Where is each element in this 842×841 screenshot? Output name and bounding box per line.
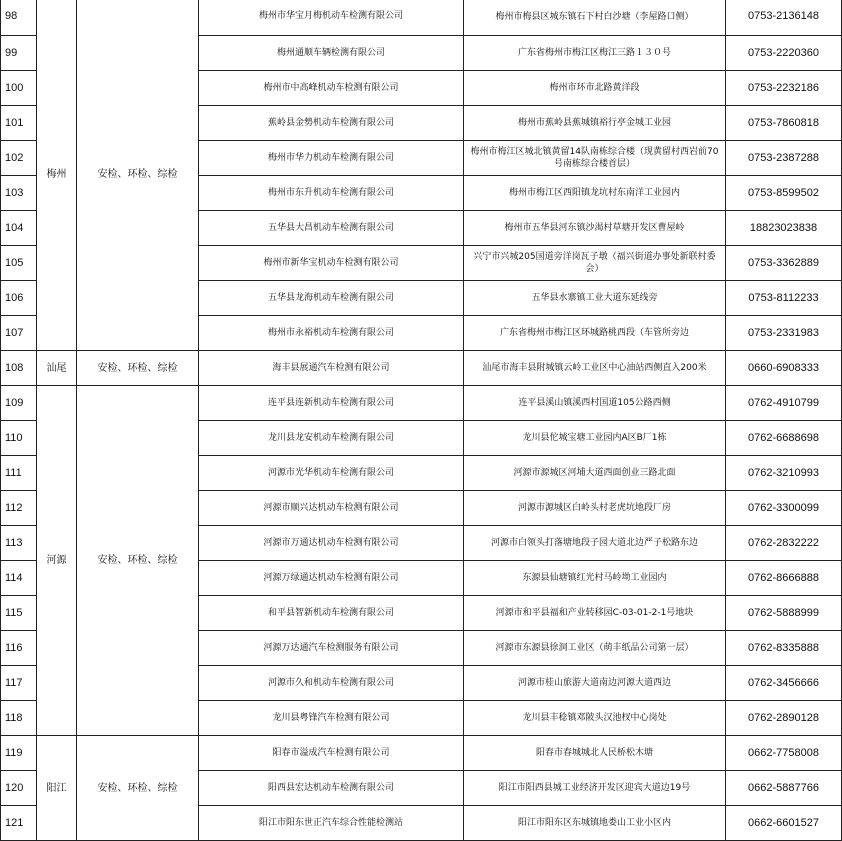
table-row bbox=[1, 736, 842, 771]
address-cell: 东源县仙塘镇红光村马岭坳工业园内 bbox=[464, 561, 726, 596]
phone-cell: 0753-3362889 bbox=[726, 246, 842, 281]
company-name-cell: 梅州市中高峰机动车检测有限公司 bbox=[199, 71, 464, 106]
row-number: 108 bbox=[1, 351, 37, 386]
row-number: 100 bbox=[1, 71, 37, 106]
company-name-cell: 梅州市华宝月梅机动车检测有限公司 bbox=[199, 0, 464, 36]
row-number: 111 bbox=[1, 456, 37, 491]
company-name-cell: 河源市光华机动车检测有限公司 bbox=[199, 456, 464, 491]
company-name-cell: 梅州市华力机动车检测有限公司 bbox=[199, 141, 464, 176]
row-number: 110 bbox=[1, 421, 37, 456]
phone-cell: 0753-2232186 bbox=[726, 71, 842, 106]
row-number: 107 bbox=[1, 316, 37, 351]
row-number: 115 bbox=[1, 596, 37, 631]
address-cell: 梅州市五华县河东镇沙渴村草塘开发区曹屋岭 bbox=[464, 211, 726, 246]
address-cell: 五华县水寨镇工业大道东延线旁 bbox=[464, 281, 726, 316]
phone-cell: 0753-8112233 bbox=[726, 281, 842, 316]
address-cell: 梅州市梅江区西阳镇龙坑村东南洋工业园内 bbox=[464, 176, 726, 211]
company-name-cell: 龙川县龙安机动车检测有限公司 bbox=[199, 421, 464, 456]
table-row bbox=[1, 386, 842, 421]
company-name-cell: 河源万达通汽车检测服务有限公司 bbox=[199, 631, 464, 666]
address-cell: 龙川县佗城宝塘工业园内A区B厂1栋 bbox=[464, 421, 726, 456]
phone-cell: 0762-3210993 bbox=[726, 456, 842, 491]
company-name-cell: 河源万绿通达机动车检测有限公司 bbox=[199, 561, 464, 596]
company-name-cell: 河源市顺兴达机动车检测有限公司 bbox=[199, 491, 464, 526]
company-name-cell: 梅州市新华宝机动车检测有限公司 bbox=[199, 246, 464, 281]
phone-cell: 0753-7860818 bbox=[726, 106, 842, 141]
company-name-cell: 五华县大昌机动车检测有限公司 bbox=[199, 211, 464, 246]
address-cell: 兴宁市兴城205国道旁洋岗瓦子墩（福兴街道办事处新联村委会） bbox=[464, 246, 726, 281]
address-cell: 阳江市阳西县城工业经济开发区迎宾大道边19号 bbox=[464, 771, 726, 806]
phone-cell: 0762-6688698 bbox=[726, 421, 842, 456]
city-cell: 河源 bbox=[37, 386, 77, 736]
address-cell: 梅州市梅江区城北镇黄留14队南栋综合楼（现黄留村西岩前70号南栋综合楼首层） bbox=[464, 141, 726, 176]
company-name-cell: 连平县连新机动车检测有限公司 bbox=[199, 386, 464, 421]
service-type-cell: 安检、环检、综检 bbox=[77, 351, 199, 386]
row-number: 101 bbox=[1, 106, 37, 141]
company-name-cell: 五华县龙海机动车检测有限公司 bbox=[199, 281, 464, 316]
phone-cell: 0762-4910799 bbox=[726, 386, 842, 421]
row-number: 116 bbox=[1, 631, 37, 666]
company-name-cell: 河源市万通达机动车检测有限公司 bbox=[199, 526, 464, 561]
address-cell: 连平县溪山镇溪西村国道105公路西侧 bbox=[464, 386, 726, 421]
company-name-cell: 阳江市阳东世正汽车综合性能检测站 bbox=[199, 806, 464, 841]
row-number: 117 bbox=[1, 666, 37, 701]
company-name-cell: 和平县智新机动车检测有限公司 bbox=[199, 596, 464, 631]
phone-cell: 0762-2832222 bbox=[726, 526, 842, 561]
row-number: 102 bbox=[1, 141, 37, 176]
row-number: 112 bbox=[1, 491, 37, 526]
row-number: 119 bbox=[1, 736, 37, 771]
address-cell: 河源市和平县福和产业转移园C-03-01-2-1号地块 bbox=[464, 596, 726, 631]
address-cell: 广东省梅州市梅江区梅江三路１３０号 bbox=[464, 36, 726, 71]
address-cell: 汕尾市海丰县附城镇云岭工业区中心油站西侧直入200米 bbox=[464, 351, 726, 386]
phone-cell: 0753-2136148 bbox=[726, 0, 842, 36]
address-cell: 阳江市阳东区东城镇地娄山工业小区内 bbox=[464, 806, 726, 841]
address-cell: 河源市东源县徐洞工业区（萌丰纸品公司第一层） bbox=[464, 631, 726, 666]
row-number: 113 bbox=[1, 526, 37, 561]
address-cell: 河源市桂山旅游大道南边河源大道西边 bbox=[464, 666, 726, 701]
phone-cell: 0762-3300099 bbox=[726, 491, 842, 526]
phone-cell: 0762-5888999 bbox=[726, 596, 842, 631]
address-cell: 河源市源城区白岭头村老虎坑地段厂房 bbox=[464, 491, 726, 526]
row-number: 99 bbox=[1, 36, 37, 71]
phone-cell: 0662-5887766 bbox=[726, 771, 842, 806]
address-cell: 梅州市环市北路黄洋段 bbox=[464, 71, 726, 106]
row-number: 109 bbox=[1, 386, 37, 421]
service-type-cell: 安检、环检、综检 bbox=[77, 736, 199, 841]
row-number: 121 bbox=[1, 806, 37, 841]
company-name-cell: 阳西县宏达机动车检测有限公司 bbox=[199, 771, 464, 806]
row-number: 98 bbox=[1, 0, 37, 36]
company-name-cell: 河源市久和机动车检测有限公司 bbox=[199, 666, 464, 701]
service-type-cell: 安检、环检、综检 bbox=[77, 386, 199, 736]
row-number: 114 bbox=[1, 561, 37, 596]
phone-cell: 0762-8666888 bbox=[726, 561, 842, 596]
address-cell: 河源市源城区河埔大道西面创业三路北面 bbox=[464, 456, 726, 491]
phone-cell: 0762-2890128 bbox=[726, 701, 842, 736]
phone-cell: 0662-7758008 bbox=[726, 736, 842, 771]
phone-cell: 0660-6908333 bbox=[726, 351, 842, 386]
phone-cell: 0662-6601527 bbox=[726, 806, 842, 841]
table-row bbox=[1, 351, 842, 386]
address-cell: 梅州市梅县区城东镇石下村白沙塘（李屋路口侧） bbox=[464, 0, 726, 36]
company-name-cell: 龙川县粤锋汽车检测有限公司 bbox=[199, 701, 464, 736]
service-type-cell: 安检、环检、综检 bbox=[77, 0, 199, 351]
company-name-cell: 蕉岭县金勢机动车检测有限公司 bbox=[199, 106, 464, 141]
phone-cell: 0753-2387288 bbox=[726, 141, 842, 176]
company-name-cell: 阳春市溢成汽车检测有限公司 bbox=[199, 736, 464, 771]
phone-cell: 0762-3456666 bbox=[726, 666, 842, 701]
address-cell: 广东省梅州市梅江区环城路桃西段（车管所旁边 bbox=[464, 316, 726, 351]
table-row bbox=[1, 0, 842, 36]
address-cell: 龙川县丰稔镇邓陂头汉池杈中心岗处 bbox=[464, 701, 726, 736]
city-cell: 汕尾 bbox=[37, 351, 77, 386]
company-name-cell: 梅州市东升机动车检测有限公司 bbox=[199, 176, 464, 211]
address-cell: 阳春市春城城北人民桥松木塘 bbox=[464, 736, 726, 771]
company-name-cell: 梅州市永裕机动车检测有限公司 bbox=[199, 316, 464, 351]
row-number: 104 bbox=[1, 211, 37, 246]
city-cell: 阳江 bbox=[37, 736, 77, 841]
phone-cell: 0753-2220360 bbox=[726, 36, 842, 71]
row-number: 105 bbox=[1, 246, 37, 281]
company-name-cell: 海丰县展通汽车检测有限公司 bbox=[199, 351, 464, 386]
row-number: 118 bbox=[1, 701, 37, 736]
phone-cell: 0762-8335888 bbox=[726, 631, 842, 666]
row-number: 106 bbox=[1, 281, 37, 316]
city-cell: 梅州 bbox=[37, 0, 77, 351]
address-cell: 梅州市蕉岭县蕉城镇裕行亭金城工业园 bbox=[464, 106, 726, 141]
address-cell: 河源市白领头打落塘地段子园大道北边严子松路东边 bbox=[464, 526, 726, 561]
row-number: 120 bbox=[1, 771, 37, 806]
phone-cell: 0753-2331983 bbox=[726, 316, 842, 351]
company-name-cell: 梅州通顺车辆检测有限公司 bbox=[199, 36, 464, 71]
phone-cell: 18823023838 bbox=[726, 211, 842, 246]
phone-cell: 0753-8599502 bbox=[726, 176, 842, 211]
row-number: 103 bbox=[1, 176, 37, 211]
